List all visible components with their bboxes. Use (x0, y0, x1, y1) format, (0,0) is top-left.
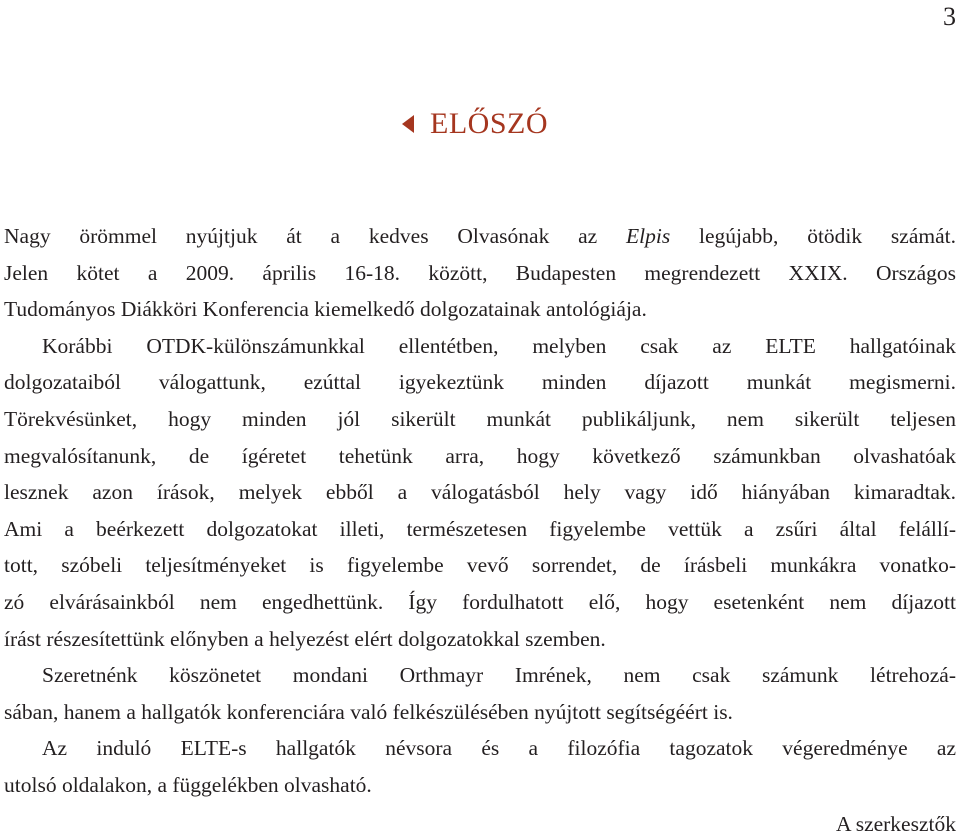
heading-title: ELŐSZÓ (430, 107, 548, 140)
signature: A szerkesztők (835, 812, 956, 836)
text-line: Ami a beérkezett dolgozatokat illeti, természetesen figyelembe vettük a zsűri által felállí- (4, 516, 956, 541)
page-number: 3 (943, 2, 956, 31)
text-line: megvalósítanunk, de ígéretet tehetünk arra, hogy következő számunkban olvashatóak (4, 443, 956, 468)
text-line: sában, hanem a hallgatók konferenciára való felkészülésében nyújtott segítségéért is. (4, 699, 733, 724)
text-line: Szeretnénk köszönetet mondani Orthmayr Imrének, nem csak számunk létrehozá- (42, 663, 956, 688)
text-line: dolgozataiból válogattunk, ezúttal igyekeztünk minden díjazott munkát megismerni. (4, 370, 956, 395)
text-line: írást részesítettünk előnyben a helyezést elért dolgozatokkal szemben. (4, 626, 606, 651)
preface-body (4, 218, 956, 804)
text-line: Nagy örömmel nyújtjuk át a kedves Olvasónak az Elpis legújabb, ötödik számát. (4, 224, 956, 248)
text-line: lesznek azon írások, melyek ebből a válogatásból hely vagy idő hiányában kimaradtak. (4, 480, 956, 505)
text-line: utolsó oldalakon, a függelékben olvasható. (4, 772, 372, 797)
text-line: Törekvésünket, hogy minden jól sikerült munkát publikáljunk, nem sikerült teljesen (4, 406, 956, 431)
text-line: Az induló ELTE-s hallgatók névsora és a filozófia tagozatok végeredménye az (42, 736, 956, 761)
journal-title: Elpis (626, 224, 671, 248)
text-line: Korábbi OTDK-különszámunkkal ellentétben, melyben csak az ELTE hallgatóinak (42, 333, 956, 358)
text-line: tott, szóbeli teljesítményeket is figyelembe vevő sorrendet, de írásbeli munkákra vonatko- (4, 553, 956, 578)
triangle-left-icon (402, 115, 414, 133)
text-line: zó elvárásainkból nem engedhettünk. Így fordulhatott elő, hogy esetenként nem díjazott (4, 589, 956, 614)
text-line: Tudományos Diákköri Konferencia kiemelkedő dolgozatainak antológiája. (4, 297, 647, 322)
section-heading (402, 106, 548, 142)
text-line: Jelen kötet a 2009. április 16-18. között, Budapesten megrendezett XXIX. Országos (4, 260, 956, 285)
